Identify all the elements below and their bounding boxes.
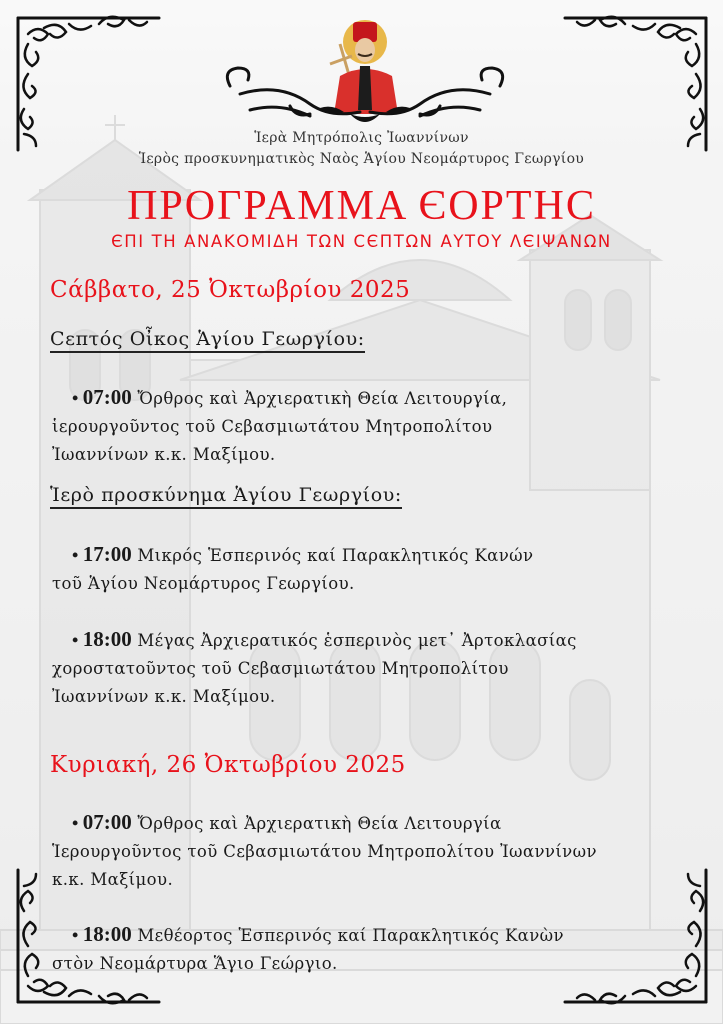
event-line: Ἰωαννίνων κ.κ. Μαξίμου. — [52, 445, 276, 464]
event-line: χοροστατοῦντος τοῦ Ϲεβασμιωτάτου Μητροπολίτου — [52, 659, 509, 678]
event-text: Ὄρθρος καὶ Ἀρχιερατικὴ Θεία Λειτουργία — [137, 814, 502, 833]
event-time: 17:00 — [82, 542, 132, 566]
event-text: Μεθέορτος Ἑσπερινός καί Παρακλητικός Κανὼν — [137, 926, 564, 945]
event-text: Μέγας Ἀρχιερατικός ἑσπερινὸς μετ᾽ Ἀρτοκλασίας — [137, 631, 577, 650]
event-line: Ἰωαννίνων κ.κ. Μαξίμου. — [52, 687, 276, 706]
metropolis-name: Ἱερὰ Μητρόπολις Ἰωαννίνων — [254, 130, 469, 146]
event-saturday-0700 — [52, 383, 702, 469]
event-time: 07:00 — [82, 385, 132, 409]
event-text: Ὄρθρος καὶ Ἀρχιερατικὴ Θεία Λειτουργία, — [137, 389, 508, 408]
venue-heading-shrine: Ἱερὸ προσκύνημα Ἁγίου Γεωργίου: — [50, 484, 402, 509]
event-text: Μικρός Ἑσπερινός καί Παρακλητικός Κανών — [137, 546, 534, 565]
bullet-icon: • — [72, 925, 79, 945]
day-heading-saturday: Ϲάββατο, 25 Ὀκτωβρίου 2025 — [50, 277, 411, 303]
event-line — [52, 383, 702, 413]
event-saturday-1700 — [52, 540, 702, 598]
event-line — [52, 540, 702, 570]
event-line: στὸν Νεομάρτυρα Ἅγιο Γεώργιο. — [52, 954, 338, 973]
event-line: τοῦ Ἁγίου Νεομάρτυρος Γεωργίου. — [52, 574, 355, 593]
corner-ornament-bottom-left — [14, 866, 164, 1006]
corner-ornament-top-right — [560, 14, 710, 154]
venue-heading-sacred-house: Ϲεπτός Οἶκος Ἁγίου Γεωργίου: — [50, 328, 365, 353]
corner-ornament-bottom-right — [560, 866, 710, 1006]
event-time: 18:00 — [82, 627, 132, 651]
church-name: Ἱερὸς προσκυνηματικὸς Ναὸς Ἁγίου Νεομάρτυρος Γεωργίου — [138, 151, 585, 167]
bullet-icon: • — [72, 813, 79, 833]
event-line — [52, 625, 702, 655]
day-heading-sunday: Κυριακή, 26 Ὀκτωβρίου 2025 — [50, 752, 406, 778]
event-line: Ἱερουργοῦντος τοῦ Ϲεβασμιωτάτου Μητροπολίτου Ἰωαννίνων — [52, 842, 597, 861]
page-title: ΠΡΟΓΡΑΜΜΑ ЄΟΡΤΗϹ — [127, 183, 596, 229]
saint-icon-emblem — [220, 14, 510, 132]
bullet-icon: • — [72, 545, 79, 565]
bullet-icon: • — [72, 630, 79, 650]
event-line: κ.κ. Μαξίμου. — [52, 870, 174, 889]
event-time: 18:00 — [82, 922, 132, 946]
event-line: ἱερουργοῦντος τοῦ Ϲεβασμιωτάτου Μητροπολίτου — [52, 417, 493, 436]
event-saturday-1800 — [52, 625, 702, 711]
event-time: 07:00 — [82, 810, 132, 834]
page-subtitle: ЄΠΙ ΤΗ ΑΝΑΚΟΜΙΔΗ ΤΩΝ ϹЄΠΤΩΝ ΑΥΤΟΥ ΛЄΙΨΑΝΩΝ — [111, 232, 612, 251]
corner-ornament-top-left — [14, 14, 164, 154]
event-line — [52, 808, 702, 838]
bullet-icon: • — [72, 388, 79, 408]
